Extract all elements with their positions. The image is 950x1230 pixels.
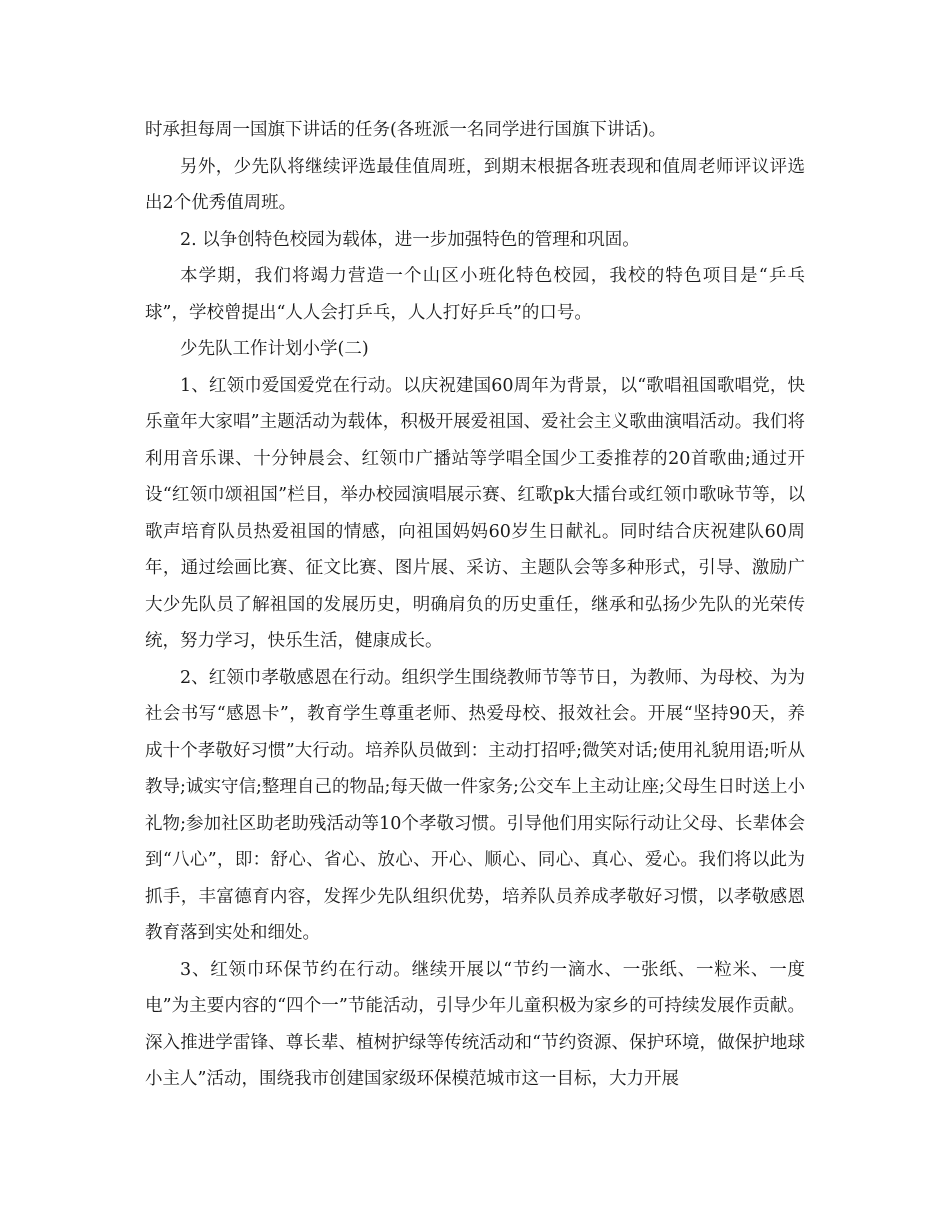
paragraph-item-2-feature-campus: 2. 以争创特色校园为载体，进一步加强特色的管理和巩固。	[180, 229, 640, 250]
paragraph-gratitude: 2、红领巾孝敬感恩在行动。组织学生围绕教师节等节日，为教师、为母校、为为社会书写“感恩卡”，教育学生尊重老师、热爱母校、报效社会。开展“坚持90天，养成十个孝敬好习惯”大行动。培养队员做到：主动打招呼;微笑对话;使用礼貌用语;听从教导;诚实守信;整理自己的物品;每天做一件家务;公交车上主动让座;父母生日时送上小礼物;参加社区助老助残活动等10个孝敬习惯。引导他们用实际行动让父母、长辈体会到“八心”，即：舒心、省心、放心、开心、顺心、同心、真心、爱心。我们将以此为抓手，丰富德育内容，发挥少先队组织优势，培养队员养成孝敬好习惯，以孝敬感恩教育落到实处和细处。	[145, 667, 805, 943]
section-heading: 少先队工作计划小学(二)	[180, 339, 369, 359]
document-body	[145, 112, 805, 1098]
paragraph-environment: 3、红领巾环保节约在行动。继续开展以“节约一滴水、一张纸、一粒米、一度电”为主要内容的“四个一”节能活动，引导少年儿童积极为家乡的可持续发展作贡献。深入推进学雷锋、尊长辈、植树护绿等传统活动和“节约资源、保护环境，做保护地球小主人”活动，围绕我市创建国家级环保模范城市这一目标，大力开展	[145, 959, 805, 1089]
paragraph-duty-class: 另外，少先队将继续评选最佳值周班，到期末根据各班表现和值周老师评议评选出2个优秀值周班。	[145, 156, 805, 213]
paragraph-table-tennis: 本学期，我们将竭力营造一个山区小班化特色校园，我校的特色项目是“乒乓球”，学校曾提出“人人会打乒乓，人人打好乒乓”的口号。	[145, 266, 805, 323]
paragraph-continuation: 时承担每周一国旗下讲话的任务(各班派一名同学进行国旗下讲话)。	[145, 120, 667, 140]
paragraph-patriotism: 1、红领巾爱国爱党在行动。以庆祝建国60周年为背景，以“歌唱祖国歌唱党，快乐童年大家唱”主题活动为载体，积极开展爱祖国、爱社会主义歌曲演唱活动。我们将利用音乐课、十分钟晨会、红领巾广播站等学唱全国少工委推荐的20首歌曲;通过开设“红领巾颂祖国”栏目，举办校园演唱展示赛、红歌pk大擂台或红领巾歌咏节等，以歌声培育队员热爱祖国的情感，向祖国妈妈60岁生日献礼。同时结合庆祝建队60周年，通过绘画比赛、征文比赛、图片展、采访、主题队会等多种形式，引导、激励广大少先队员了解祖国的发展历史，明确肩负的历史重任，继承和弘扬少先队的光荣传统，努力学习，快乐生活，健康成长。	[145, 375, 805, 651]
